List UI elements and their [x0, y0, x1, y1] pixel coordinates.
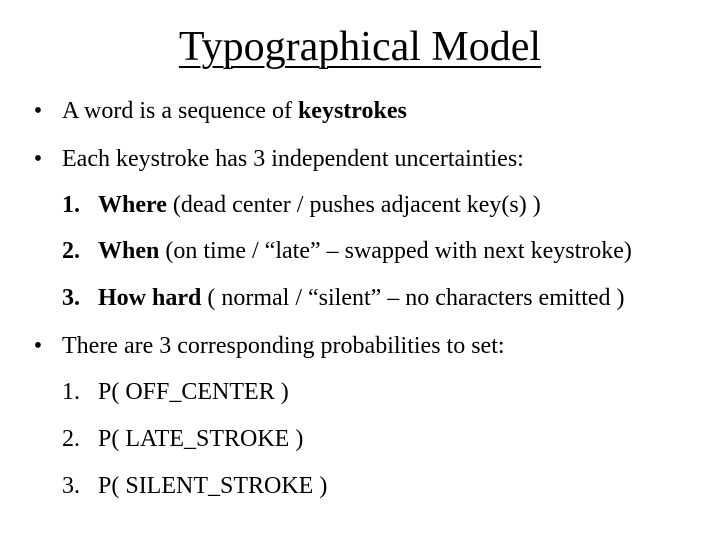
bullet-text-bold: keystrokes	[297, 98, 407, 124]
slide-title: Typographical Model	[178, 24, 542, 70]
item-number: 1.	[62, 379, 80, 405]
bullet-marker: •	[33, 146, 43, 172]
item-text: P( SILENT_STROKE )	[98, 473, 328, 499]
item-text: P( LATE_STROKE )	[98, 426, 304, 452]
item-number: 2.	[62, 238, 80, 264]
item-number: 1.	[62, 192, 80, 218]
item-text	[98, 190, 541, 220]
bullet-marker: •	[33, 98, 43, 124]
item-bold: Where	[98, 192, 167, 218]
item-rest: ( normal / “silent” – no characters emitted )	[201, 285, 625, 311]
bullet-text: There are 3 corresponding probabilities to set:	[62, 333, 505, 359]
item-rest: (on time / “late” – swapped with next keystroke)	[159, 238, 632, 264]
item-text: P( OFF_CENTER )	[98, 379, 289, 405]
item-text	[98, 283, 625, 313]
item-bold: When	[98, 238, 160, 264]
item-number: 2.	[62, 426, 80, 452]
item-number: 3.	[62, 473, 80, 499]
bullet-text	[62, 96, 407, 126]
bullet-text: Each keystroke has 3 independent uncertainties:	[62, 146, 524, 172]
item-text	[98, 236, 632, 266]
item-bold: How hard	[98, 285, 202, 311]
bullet-text-plain: A word is a sequence of	[62, 98, 298, 124]
item-number: 3.	[62, 285, 80, 311]
item-rest: (dead center / pushes adjacent key(s) )	[166, 192, 541, 218]
bullet-marker: •	[33, 333, 43, 359]
